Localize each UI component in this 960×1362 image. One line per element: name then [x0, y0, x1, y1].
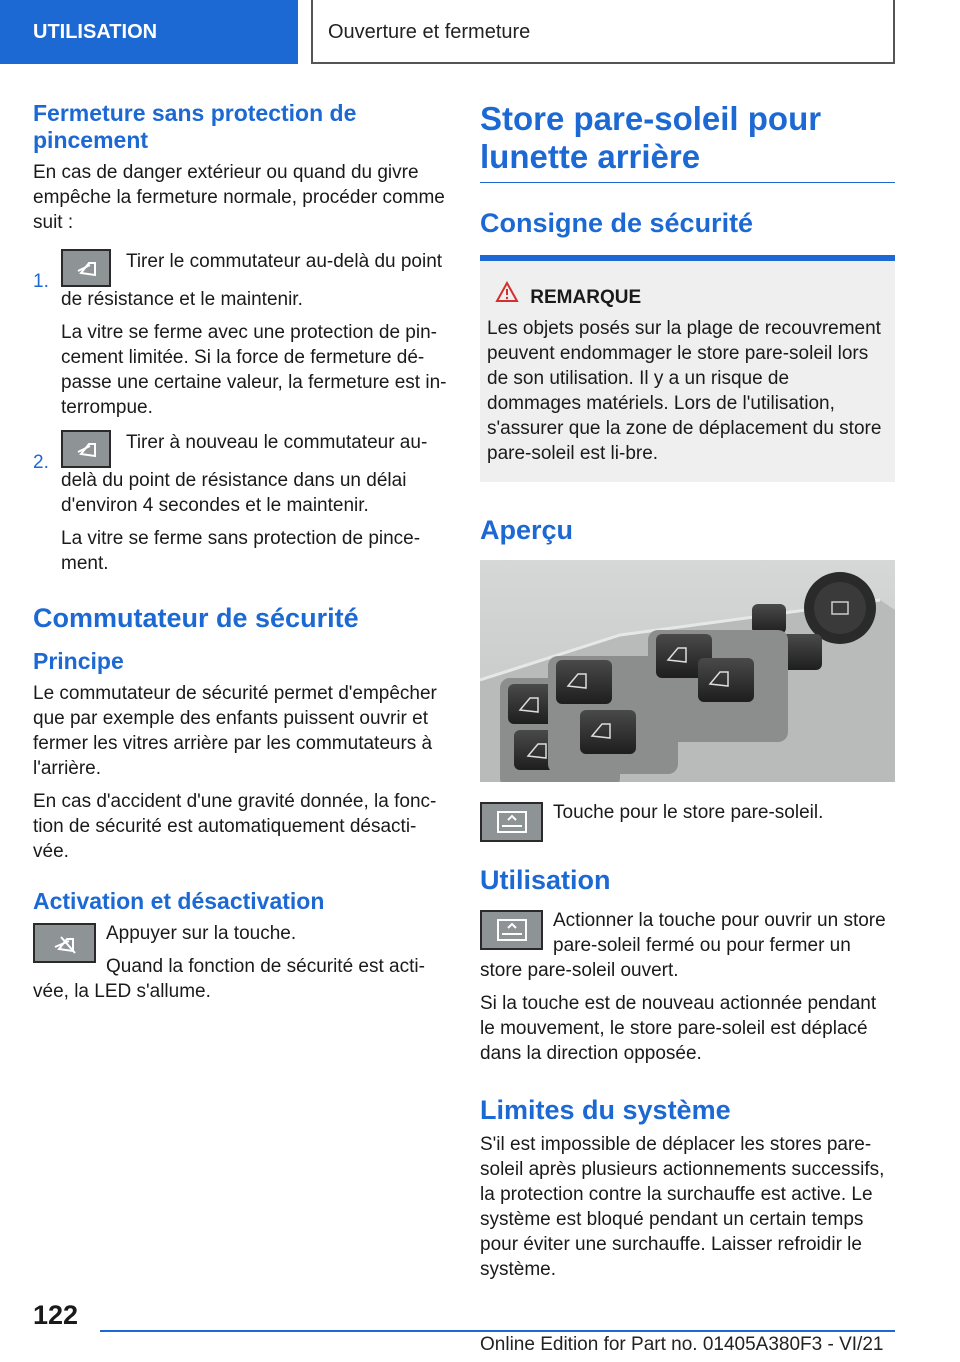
- warning-icon: [495, 281, 525, 310]
- led-text: Quand la fonction de sécurité est acti-vée, la LED s'allume.: [33, 956, 425, 1002]
- step-number: 1.: [33, 271, 49, 292]
- footer-divider: [100, 1330, 895, 1332]
- step-note: La vitre se ferme avec une protection de pin-cement limitée. Si la force de fermeture dé-passe une certaine valeur, la fermeture est in-terrompue.: [61, 322, 447, 418]
- sunblind-icon: [480, 802, 543, 842]
- notice-header: [487, 281, 887, 310]
- sunblind-button-text: Touche pour le store pare-soleil.: [553, 802, 824, 823]
- heading-usage: Utilisation: [480, 865, 611, 895]
- notice-text: Les objets posés sur la plage de recouvrement peuvent endommager le store pare-soleil lors de son utilisation. Il y a un risque de dommages matériels. Lors de l'utilisation, s'assurer que la zone de déplacement du store pare-soleil est li-bre.: [487, 318, 882, 464]
- chapter-title: Ouverture et fermeture: [311, 0, 895, 64]
- heading-activation: Activation et désactivation: [33, 888, 325, 914]
- accident-paragraph: En cas d'accident d'une gravité donnée, la fonc-tion de sécurité est automatiquement désacti-vée.: [33, 791, 437, 862]
- notice-title: REMARQUE: [530, 287, 642, 308]
- principle-paragraph: Le commutateur de sécurité permet d'empêcher que par exemple des enfants puissent ouvrir et fermer les vitres arrière par les commutateurs à l'arrière.: [33, 683, 437, 779]
- heading-no-pinch: Fermeture sans protection de pincement: [33, 100, 357, 153]
- usage-instruction: [480, 908, 895, 983]
- child-lock-icon: [33, 923, 96, 963]
- step-1: [33, 249, 448, 420]
- right-column: [480, 100, 895, 1290]
- heading-principle: Principe: [33, 648, 124, 674]
- usage-text-2: Si la touche est de nouveau actionnée pendant le mouvement, le store pare-soleil est déplacé dans la direction opposée.: [480, 993, 877, 1064]
- left-column: [33, 100, 448, 1012]
- edition-info: Online Edition for Part no. 01405A380F3 - VI/21: [480, 1334, 884, 1355]
- heading-limits: Limites du système: [480, 1095, 731, 1125]
- switch-panel-photo: [480, 560, 895, 782]
- usage-text: Actionner la touche pour ouvrir un store pare-soleil fermé ou pour fermer un store pare-soleil ouvert.: [480, 910, 886, 981]
- section-tab: UTILISATION: [0, 0, 298, 64]
- press-text: Appuyer sur la touche.: [106, 923, 297, 944]
- step-note: La vitre se ferme sans protection de pince-ment.: [61, 528, 421, 574]
- window-switch-icon: [61, 249, 111, 287]
- step-text: Tirer le commutateur au-delà du point de résistance et le maintenir.: [61, 251, 443, 310]
- notice-box: [480, 255, 895, 482]
- step-number: 2.: [33, 452, 49, 473]
- heading-safety-switch: Commutateur de sécurité: [33, 603, 359, 633]
- window-switch-icon: [61, 430, 111, 468]
- sunblind-icon: [480, 910, 543, 950]
- activation-instruction: [33, 921, 448, 1004]
- heading-sunblind: Store pare-soleil pour lunette arrière: [480, 100, 895, 183]
- page-number: 122: [33, 1300, 79, 1330]
- limits-text: S'il est impossible de déplacer les stores pare-soleil après plusieurs actionnements successifs, la protection contre la surchauffe est active. Le système est bloqué pendant un certain temps pour éviter une surchauffe. Laisser refroidir le système.: [480, 1134, 885, 1280]
- intro-paragraph: En cas de danger extérieur ou quand du givre empêche la fermeture normale, procéder comme suit :: [33, 162, 445, 233]
- heading-safety-notice: Consigne de sécurité: [480, 208, 754, 238]
- step-2: [33, 430, 448, 576]
- step-text: Tirer à nouveau le commutateur au-delà du point de résistance dans un délai d'environ 4 secondes et le maintenir.: [61, 432, 428, 516]
- heading-overview: Aperçu: [480, 515, 574, 545]
- sunblind-button-caption: [480, 800, 895, 842]
